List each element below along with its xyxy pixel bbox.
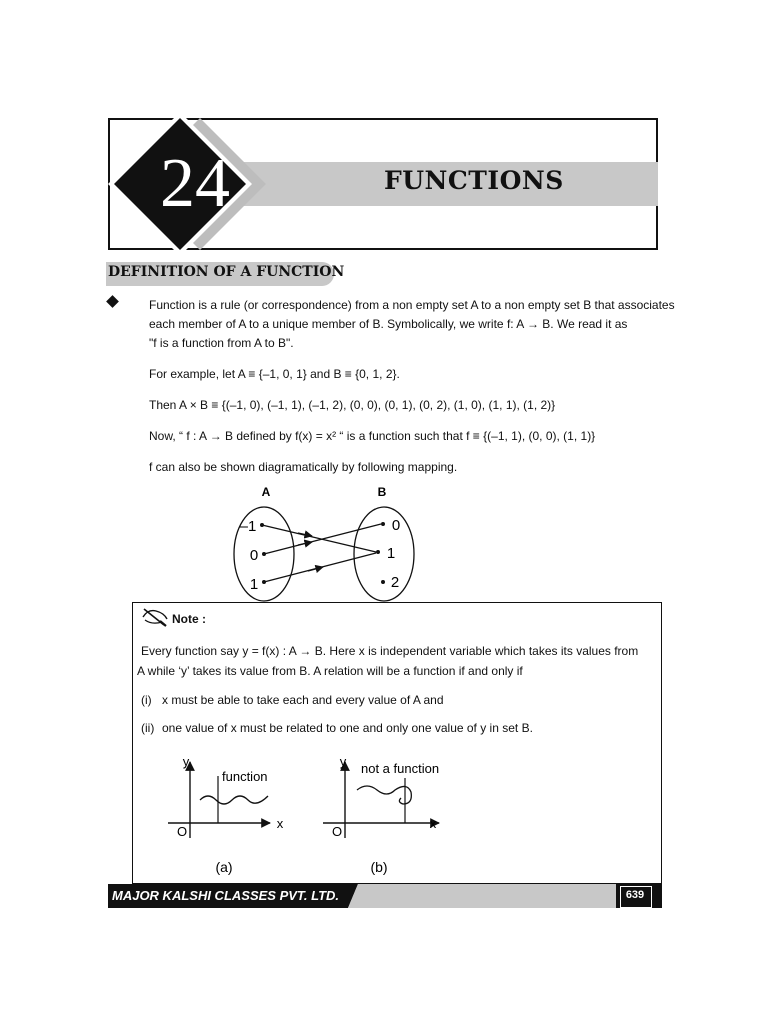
mapping-arrowhead bbox=[298, 542, 312, 545]
mapping-diagram bbox=[228, 480, 428, 605]
publisher-name: MAJOR KALSHI CLASSES PVT. LTD. bbox=[112, 888, 340, 903]
note-label: Note : bbox=[172, 612, 206, 626]
y-axis-label: y bbox=[182, 754, 190, 769]
pencil-note-icon bbox=[140, 605, 170, 627]
x-axis-label: x bbox=[276, 816, 284, 831]
set-b-element: 0 bbox=[391, 517, 401, 534]
function-definition-text: Now, “ f : A → B defined by f(x) = x² “ is a function such that f ≡ {(–1, 1), (0, 0), (1, 1)} bbox=[149, 429, 596, 443]
curve-label: not a function bbox=[361, 761, 440, 776]
function-graph bbox=[160, 748, 290, 878]
condition-marker: (i) bbox=[141, 693, 152, 707]
condition-marker: (ii) bbox=[141, 721, 155, 735]
set-b-element: 1 bbox=[386, 545, 396, 562]
page-number: 639 bbox=[625, 889, 645, 901]
chapter-title: FUNCTIONS bbox=[384, 166, 564, 195]
set-a-label: A bbox=[261, 485, 271, 499]
set-b-label: B bbox=[377, 485, 387, 499]
set-b-ellipse bbox=[354, 507, 414, 601]
definition-line: each member of A to a unique member of B. Symbolically, we write f: A → B. We read it as bbox=[149, 317, 628, 331]
relation-curve bbox=[357, 786, 411, 804]
origin-label: O bbox=[331, 824, 343, 839]
function-curve bbox=[200, 796, 268, 804]
curve-label: function bbox=[222, 769, 268, 784]
set-a-element: 1 bbox=[249, 576, 259, 593]
definition-line: "f is a function from A to B". bbox=[149, 336, 294, 350]
condition-text: one value of x must be related to one and only one value of y in set B. bbox=[162, 721, 533, 735]
mapping-intro-text: f can also be shown diagramatically by following mapping. bbox=[149, 460, 458, 474]
not-function-graph bbox=[315, 748, 450, 878]
chapter-number: 24 bbox=[160, 145, 230, 222]
definition-line: Function is a rule (or correspondence) from a non empty set A to a non empty set B that associates bbox=[149, 298, 675, 312]
cartesian-product-text: Then A × B ≡ {(–1, 0), (–1, 1), (–1, 2), (0, 0), (0, 1), (0, 2), (1, 0), (1, 1), (1, 2)} bbox=[149, 398, 556, 412]
set-a-element: –1 bbox=[239, 518, 257, 535]
mapping-arrowhead bbox=[308, 567, 323, 571]
graph-caption: (a) bbox=[215, 859, 233, 875]
origin-label: O bbox=[176, 824, 188, 839]
set-a-element: 0 bbox=[249, 547, 259, 564]
diamond-bullet-icon bbox=[106, 295, 119, 308]
note-line: A while ‘y’ takes its value from B. A relation will be a function if and only if bbox=[137, 664, 523, 678]
section-heading: DEFINITION OF A FUNCTION bbox=[108, 264, 345, 280]
x-axis-label: x bbox=[429, 816, 437, 831]
example-text: For example, let A ≡ {–1, 0, 1} and B ≡ {0, 1, 2}. bbox=[149, 367, 400, 381]
set-b-element: 2 bbox=[390, 574, 400, 591]
graph-caption: (b) bbox=[370, 859, 388, 875]
condition-text: x must be able to take each and every value of A and bbox=[162, 693, 444, 707]
y-axis-label: y bbox=[339, 754, 347, 769]
note-line: Every function say y = f(x) : A → B. Here x is independent variable which takes its values from bbox=[141, 644, 639, 658]
